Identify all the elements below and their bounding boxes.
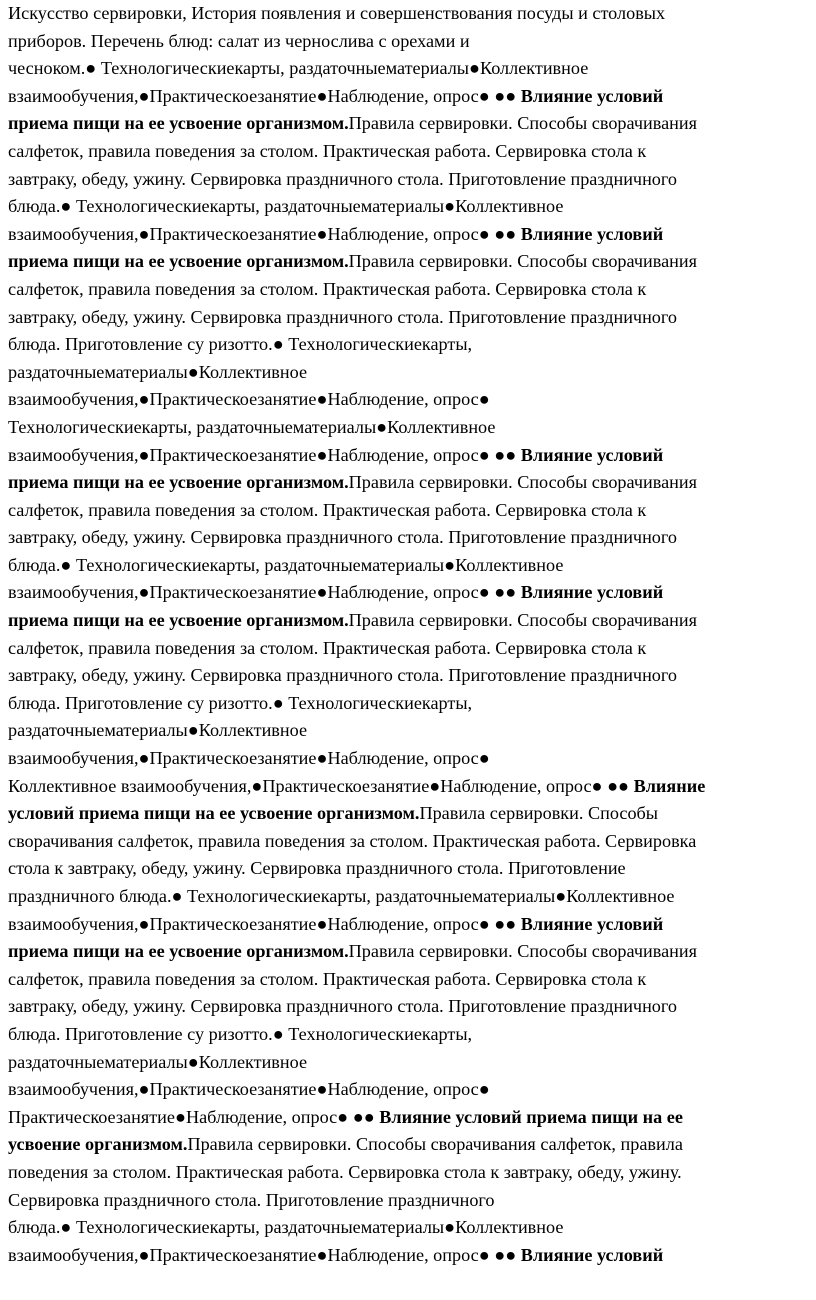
text-line xyxy=(8,1131,798,1159)
bold-text-run: Влияние условий xyxy=(520,223,664,244)
bold-text-run: приема пищи на ее усвоение организмом. xyxy=(8,610,349,631)
text-line xyxy=(8,166,798,194)
text-line xyxy=(8,1187,798,1215)
text-run: взаимообучения,●Практическоезанятие●Наблюдение, опрос● xyxy=(8,1079,490,1100)
text-line xyxy=(8,442,798,470)
text-line xyxy=(8,800,798,828)
text-line xyxy=(8,304,798,332)
text-line xyxy=(8,1159,798,1187)
bold-text-run: Влияние условий приема пищи на ее xyxy=(379,1106,683,1127)
text-run: Правила сервировки. Способы сворачивания xyxy=(348,251,697,272)
text-line xyxy=(8,828,798,856)
text-run: взаимообучения,●Практическоезанятие●Наблюдение, опрос● ●● xyxy=(8,582,521,603)
text-run: Правила сервировки. Способы сворачивания салфеток, правила xyxy=(187,1134,683,1155)
text-run: раздаточныематериалы●Коллективное xyxy=(8,1051,308,1072)
text-line xyxy=(8,469,798,497)
text-run: салфеток, правила поведения за столом. Практическая работа. Сервировка стола к xyxy=(8,278,647,299)
text-line xyxy=(8,938,798,966)
text-run: взаимообучения,●Практическоезанятие●Наблюдение, опрос● xyxy=(8,748,490,769)
text-line xyxy=(8,773,798,801)
text-run: Правила сервировки. Способы сворачивания xyxy=(348,610,697,631)
text-line xyxy=(8,717,798,745)
text-run: взаимообучения,●Практическоезанятие●Наблюдение, опрос● ●● xyxy=(8,1244,521,1265)
text-run: блюда. Приготовление су ризотто.● Технологическиекарты, xyxy=(8,1023,473,1044)
text-line xyxy=(8,1242,798,1270)
text-line xyxy=(8,1104,798,1132)
text-line xyxy=(8,28,798,56)
text-run: салфеток, правила поведения за столом. Практическая работа. Сервировка стола к xyxy=(8,499,647,520)
text-line xyxy=(8,883,798,911)
text-run: чесноком.● Технологическиекарты, раздаточныематериалы●Коллективное xyxy=(8,58,589,79)
text-run: взаимообучения,●Практическоезанятие●Наблюдение, опрос● ●● xyxy=(8,85,521,106)
text-line xyxy=(8,911,798,939)
bold-text-run: приема пищи на ее усвоение организмом. xyxy=(8,941,349,962)
text-run: салфеток, правила поведения за столом. Практическая работа. Сервировка стола к xyxy=(8,968,647,989)
text-run: Правила сервировки. Способы сворачивания xyxy=(348,941,697,962)
text-run: блюда.● Технологическиекарты, раздаточныематериалы●Коллективное xyxy=(8,554,564,575)
bold-text-run: Влияние условий xyxy=(520,444,664,465)
bold-text-run: приема пищи на ее усвоение организмом. xyxy=(8,251,349,272)
text-run: взаимообучения,●Практическоезанятие●Наблюдение, опрос● ●● xyxy=(8,223,521,244)
text-run: раздаточныематериалы●Коллективное xyxy=(8,720,308,741)
text-line xyxy=(8,552,798,580)
text-line xyxy=(8,607,798,635)
text-line xyxy=(8,966,798,994)
text-line xyxy=(8,193,798,221)
text-run: Сервировка праздничного стола. Приготовление праздничного xyxy=(8,1189,495,1210)
bold-text-run: Влияние условий xyxy=(520,85,664,106)
document-body-text xyxy=(8,0,798,1269)
bold-text-run: Влияние условий xyxy=(520,913,664,934)
text-run: завтраку, обеду, ужину. Сервировка праздничного стола. Приготовление праздничного xyxy=(8,527,678,548)
text-run: завтраку, обеду, ужину. Сервировка праздничного стола. Приготовление праздничного xyxy=(8,306,678,327)
text-line xyxy=(8,1076,798,1104)
text-run: стола к завтраку, обеду, ужину. Сервировка праздничного стола. Приготовление xyxy=(8,858,626,879)
text-line xyxy=(8,83,798,111)
text-line xyxy=(8,690,798,718)
bold-text-run: усвоение организмом. xyxy=(8,1134,188,1155)
text-line xyxy=(8,662,798,690)
text-run: завтраку, обеду, ужину. Сервировка праздничного стола. Приготовление праздничного xyxy=(8,168,678,189)
text-line xyxy=(8,138,798,166)
text-line xyxy=(8,1214,798,1242)
text-run: взаимообучения,●Практическоезанятие●Наблюдение, опрос● ●● xyxy=(8,913,521,934)
text-line xyxy=(8,579,798,607)
text-run: Искусство сервировки, История появления и совершенствования посуды и столовых xyxy=(8,3,666,23)
bold-text-run: Влияние условий xyxy=(520,1244,664,1265)
text-line xyxy=(8,497,798,525)
text-run: взаимообучения,●Практическоезанятие●Наблюдение, опрос● ●● xyxy=(8,444,521,465)
text-run: блюда.● Технологическиекарты, раздаточныематериалы●Коллективное xyxy=(8,196,564,217)
text-line xyxy=(8,110,798,138)
text-line xyxy=(8,55,798,83)
text-run: праздничного блюда.● Технологическиекарты, раздаточныематериалы●Коллективное xyxy=(8,886,675,906)
document-page xyxy=(8,0,798,1269)
text-run: блюда.● Технологическиекарты, раздаточныематериалы●Коллективное xyxy=(8,1217,564,1238)
text-line xyxy=(8,221,798,249)
text-line xyxy=(8,745,798,773)
bold-text-run: условий приема пищи на ее усвоение организмом. xyxy=(8,803,420,824)
text-line xyxy=(8,386,798,414)
text-line xyxy=(8,855,798,883)
text-line xyxy=(8,331,798,359)
text-line xyxy=(8,414,798,442)
text-run: салфеток, правила поведения за столом. Практическая работа. Сервировка стола к xyxy=(8,140,647,161)
text-run: поведения за столом. Практическая работа. Сервировка стола к завтраку, обеду, ужину. xyxy=(8,1161,682,1182)
text-run: Коллективное взаимообучения,●Практическоезанятие●Наблюдение, опрос● ●● xyxy=(8,775,634,796)
text-run: завтраку, обеду, ужину. Сервировка праздничного стола. Приготовление праздничного xyxy=(8,665,678,686)
text-run: Правила сервировки. Способы сворачивания xyxy=(348,113,697,134)
text-line xyxy=(8,0,798,28)
text-line xyxy=(8,524,798,552)
bold-text-run: приема пищи на ее усвоение организмом. xyxy=(8,113,349,134)
bold-text-run: Влияние xyxy=(633,775,706,796)
bold-text-run: приема пищи на ее усвоение организмом. xyxy=(8,472,349,493)
text-run: блюда. Приготовление су ризотто.● Технологическиекарты, xyxy=(8,334,473,355)
text-run: Технологическиекарты, раздаточныематериалы●Коллективное xyxy=(8,416,496,437)
text-run: сворачивания салфеток, правила поведения за столом. Практическая работа. Сервировка xyxy=(8,830,697,851)
text-run: Правила сервировки. Способы xyxy=(419,803,659,824)
text-run: Практическоезанятие●Наблюдение, опрос● ●● xyxy=(8,1106,380,1127)
text-run: взаимообучения,●Практическоезанятие●Наблюдение, опрос● xyxy=(8,389,490,410)
text-line xyxy=(8,1049,798,1077)
text-run: Правила сервировки. Способы сворачивания xyxy=(348,472,697,493)
text-run: приборов. Перечень блюд: салат из чернослива с орехами и xyxy=(8,30,470,51)
text-line xyxy=(8,1021,798,1049)
text-run: салфеток, правила поведения за столом. Практическая работа. Сервировка стола к xyxy=(8,637,647,658)
text-line xyxy=(8,276,798,304)
text-line xyxy=(8,993,798,1021)
text-line xyxy=(8,359,798,387)
text-line xyxy=(8,635,798,663)
text-line xyxy=(8,248,798,276)
text-run: блюда. Приготовление су ризотто.● Технологическиекарты, xyxy=(8,692,473,713)
text-run: раздаточныематериалы●Коллективное xyxy=(8,361,308,382)
text-run: завтраку, обеду, ужину. Сервировка праздничного стола. Приготовление праздничного xyxy=(8,996,678,1017)
bold-text-run: Влияние условий xyxy=(520,582,664,603)
